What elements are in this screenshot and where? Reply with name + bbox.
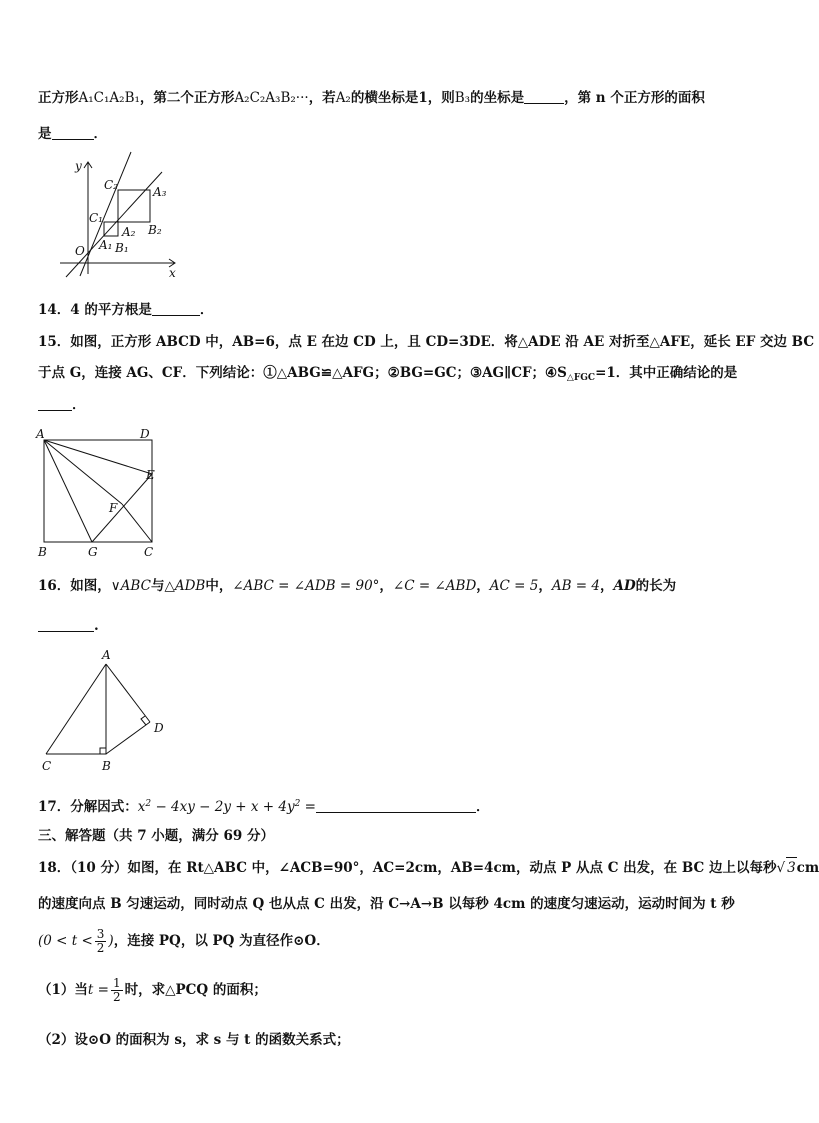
segment-eg — [92, 474, 152, 542]
q18-t: t = — [87, 982, 109, 998]
q15-figure — [34, 424, 164, 560]
segment-fc — [122, 504, 152, 542]
q18-text: cm — [796, 860, 819, 876]
fraction — [95, 928, 107, 955]
q14-text: 14．4 的平方根是 — [38, 302, 152, 318]
answer-blank[interactable] — [38, 631, 94, 632]
q14-text: ． — [199, 302, 214, 318]
label-e: E — [146, 468, 155, 482]
segment-ag — [44, 440, 92, 542]
q18-text: 时，求△PCQ 的面积； — [124, 982, 267, 998]
q13-line1 — [38, 88, 705, 108]
q15-line3 — [38, 395, 86, 415]
q17-text: 17．分解因式： — [38, 799, 138, 815]
q16-text: 中， — [205, 578, 233, 594]
label-f: F — [109, 501, 118, 515]
q18-part1 — [38, 974, 267, 1006]
answer-blank[interactable] — [152, 315, 200, 316]
q13-text: ，若 — [308, 90, 336, 106]
q14-line — [38, 300, 213, 320]
square-1 — [104, 222, 118, 236]
q15-text: ． — [72, 397, 86, 413]
fraction — [111, 977, 123, 1004]
q16-text: ， — [538, 578, 552, 594]
q15-text: =1．其中正确结论的是 — [595, 365, 738, 381]
fraction-numerator: 1 — [112, 976, 121, 990]
q16-ab: AB = 4 — [551, 578, 600, 594]
q17-expr-eq: = — [300, 799, 316, 815]
segment-af — [44, 440, 122, 504]
fraction-numerator: 3 — [96, 927, 105, 941]
q16-line2 — [38, 616, 99, 636]
q16-figure — [36, 644, 176, 776]
label-o: O — [75, 244, 85, 258]
square-abcd — [44, 440, 152, 542]
q15-text: 于点 G，连接 AG、CF．下列结论：①△ABG≌△AFG；②BG=GC；③AG∥CF；④S — [38, 365, 567, 381]
label-b2: B₂ — [148, 223, 162, 237]
q17-expr-mid: − 4xy − 2y + x + 4y — [151, 799, 295, 815]
q15-line1: 15．如图，正方形 ABCD 中，AB=6，点 E 在边 CD 上，且 CD=3DE．将△ADE 沿 AE 对折至△AFE，延长 EF 交边 BC — [38, 334, 815, 350]
q17-expr-x: x — [137, 799, 146, 815]
label-g: G — [88, 545, 98, 559]
label-c: C — [42, 759, 52, 773]
q13-text: ． — [93, 126, 107, 142]
right-angle-d — [141, 716, 146, 725]
label-d: D — [140, 427, 150, 441]
q13-text: ，第二个正方形 — [139, 90, 235, 106]
q15-line2 — [38, 363, 737, 388]
q17-expression — [138, 799, 316, 815]
label-c2: C₂ — [104, 178, 118, 192]
q13-line2 — [38, 124, 107, 144]
q16-text: ， — [599, 578, 614, 594]
q16-text: 与 — [150, 578, 165, 594]
q18-text: （1）当 — [38, 982, 88, 998]
q13-point-a2: A₂ — [335, 90, 351, 106]
fraction-denominator: 2 — [96, 941, 105, 955]
sqrt-symbol: √ — [776, 860, 786, 876]
q16-text: . — [94, 618, 99, 634]
q18-range: (0 < t < — [38, 933, 93, 949]
q16-text: ， — [379, 578, 393, 594]
label-a3: A₃ — [153, 185, 167, 199]
label-b: B — [102, 759, 111, 773]
right-angle-b — [100, 748, 106, 754]
q17-exp: 2 — [294, 799, 301, 809]
label-y: y — [75, 159, 82, 173]
square-2 — [118, 190, 150, 222]
label-a1: A₁ — [99, 238, 113, 252]
q18-text: 18．（10 分）如图，在 Rt△ABC 中，∠ACB=90°，AC=2cm，AB=4cm，动点 P 从点 C 出发，在 BC 边上以每秒 — [38, 860, 777, 876]
fraction-denominator: 2 — [112, 990, 121, 1004]
q16-line1 — [38, 576, 676, 596]
answer-blank[interactable] — [38, 410, 72, 411]
q18-text: ，连接 PQ，以 PQ 为直径作⊙O． — [113, 933, 330, 949]
q13-text: 的坐标是 — [470, 90, 525, 106]
q13-text: 是 — [38, 126, 52, 142]
q18-part2: （2）设⊙O 的面积为 s，求 s 与 t 的函数关系式； — [38, 1032, 350, 1048]
q16-angles: ∠ABC = ∠ADB = 90° — [232, 578, 380, 594]
q16-ac: AC = 5 — [489, 578, 539, 594]
q18-range-end: ) — [108, 933, 114, 949]
section-heading: 三、解答题（共 7 小题，满分 69 分） — [38, 828, 274, 844]
q16-triangle-abc: ∨ABC — [110, 578, 151, 594]
q15-subscript: △FGC — [566, 373, 596, 383]
answer-blank[interactable] — [524, 103, 564, 104]
label-a2: A₂ — [122, 225, 136, 239]
q13-text: 的横坐标是1，则 — [350, 90, 455, 106]
q16-ad: AD — [613, 578, 636, 594]
q13-text: ，第 n 个正方形的面积 — [564, 90, 705, 106]
segment-ca — [46, 664, 106, 754]
label-d: D — [154, 721, 164, 735]
label-b1: B₁ — [115, 241, 129, 255]
label-a: A — [36, 427, 45, 441]
q16-text: ， — [476, 578, 490, 594]
q17-text: ． — [475, 799, 490, 815]
sqrt-value: 3 — [786, 857, 797, 878]
q13-figure — [58, 152, 188, 280]
q16-text: 16．如图， — [38, 578, 111, 594]
segment-bd — [106, 722, 150, 754]
q18-line2: 的速度向点 B 匀速运动，同时动点 Q 也从点 C 出发，沿 C→A→B 以每秒 4cm 的速度匀速运动，运动时间为 t 秒 — [38, 896, 735, 912]
answer-blank[interactable] — [52, 139, 94, 140]
q16-angle-eq: ∠C = ∠ABD — [392, 578, 477, 594]
label-c: C — [144, 545, 154, 559]
q13-square1-name: A₁C₁A₂B₁ — [78, 90, 140, 106]
label-c1: C₁ — [89, 211, 103, 225]
q16-triangle-adb: △ADB — [164, 578, 206, 594]
q13-point-b3: B₃ — [454, 90, 471, 106]
label-b: B — [38, 545, 47, 559]
q17-line — [38, 794, 489, 817]
q16-text: 的长为 — [635, 578, 677, 594]
segment-ae — [44, 440, 152, 474]
answer-blank[interactable] — [316, 812, 476, 813]
segment-ad — [106, 664, 150, 722]
q17-exp: 2 — [145, 799, 152, 809]
q18-line3 — [38, 925, 330, 957]
q13-text: 正方形 — [38, 90, 79, 106]
q13-square2-name: A₂C₂A₃B₂··· — [234, 90, 309, 106]
label-x: x — [169, 266, 176, 280]
q18-line1 — [38, 857, 819, 878]
label-a: A — [102, 648, 111, 662]
